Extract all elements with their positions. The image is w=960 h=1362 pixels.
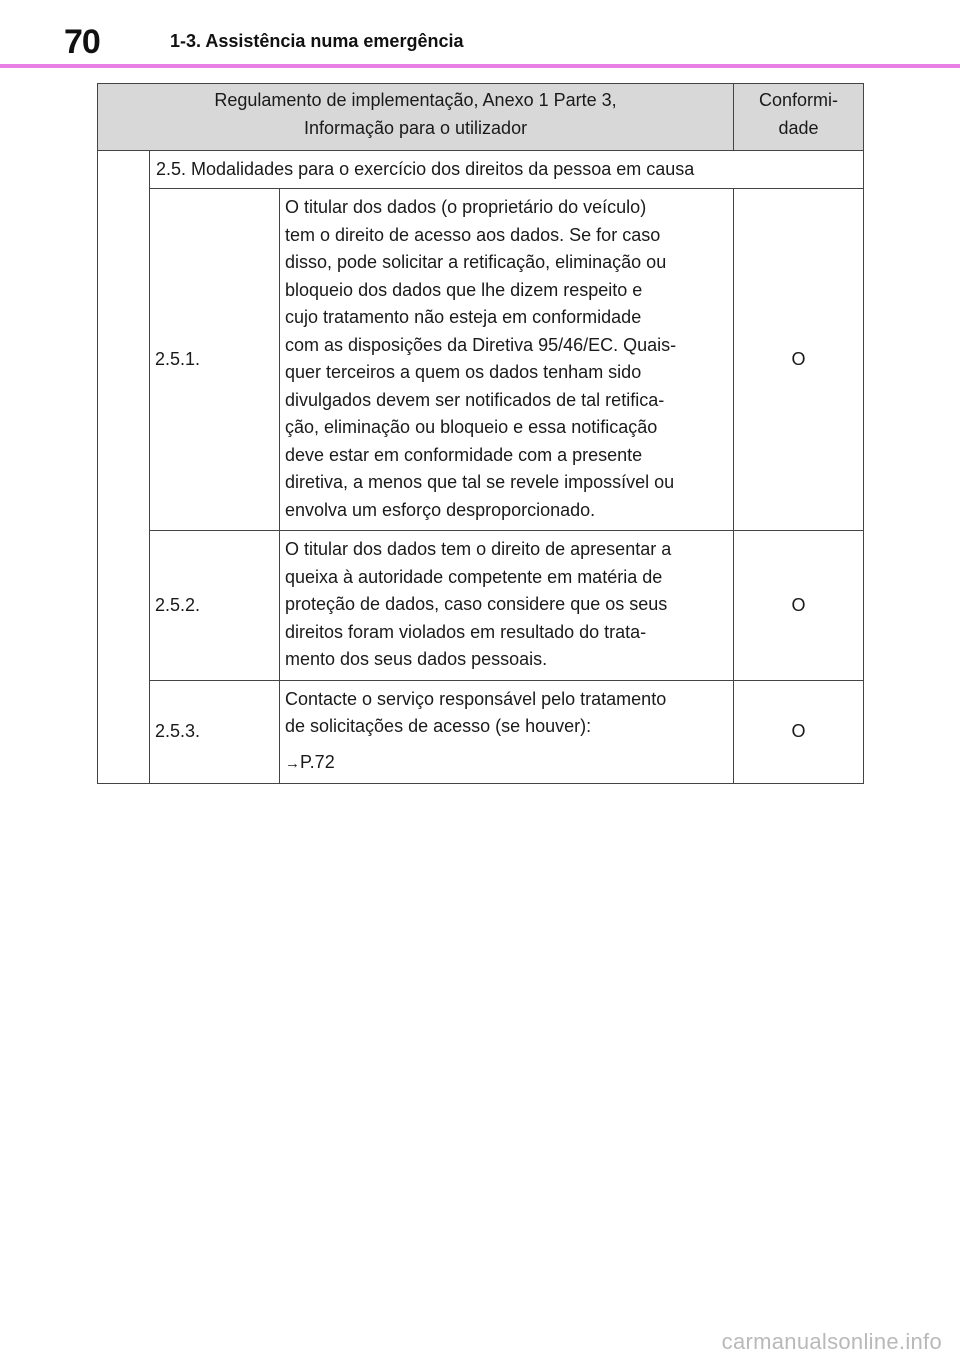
conformity-header-cell — [734, 84, 864, 151]
text-line: bloqueio dos dados que lhe dizem respeito e — [285, 279, 643, 300]
text-line: mento dos seus dados pessoais. — [285, 649, 548, 669]
page-reference[interactable] — [285, 749, 729, 778]
row-text — [280, 189, 734, 531]
watermark-text: carmanualsonline.info — [721, 1329, 942, 1354]
section-title: 1-3. Assistência numa emergência — [170, 31, 464, 51]
conformity-value: O — [734, 531, 864, 681]
page-number: 70 — [64, 23, 100, 61]
text-line: de solicitações de acesso (se houver): — [285, 716, 592, 736]
text-line: direitos foram violados em resultado do trata- — [285, 621, 647, 642]
indent-cell — [98, 151, 150, 784]
regulation-header-cell — [98, 84, 734, 151]
conformity-header-line2: dade — [778, 117, 819, 138]
regulation-table — [97, 83, 864, 784]
text-line: cujo tratamento não esteja em conformidade — [285, 307, 642, 327]
text-line: divulgados devem ser notificados de tal retifica- — [285, 389, 665, 410]
header-rule — [0, 64, 960, 68]
conformity-value: O — [734, 680, 864, 784]
subsection-heading: 2.5. Modalidades para o exercício dos direitos da pessoa em causa — [150, 151, 864, 189]
text-line: diretiva, a menos que tal se revele impossível ou — [285, 472, 675, 492]
text-line: queixa à autoridade competente em matéria de — [285, 566, 663, 587]
arrow-right-icon: → — [285, 754, 300, 772]
row-number: 2.5.3. — [150, 680, 280, 784]
conformity-value: O — [734, 189, 864, 531]
row-text — [280, 531, 734, 681]
text-line: ção, eliminação ou bloqueio e essa notificação — [285, 417, 658, 437]
table-row — [98, 189, 864, 531]
text-line: deve estar em conformidade com a presente — [285, 444, 643, 465]
text-line: O titular dos dados tem o direito de apresentar a — [285, 539, 672, 559]
table-header-row — [98, 84, 864, 151]
row-number: 2.5.2. — [150, 531, 280, 681]
row-text — [280, 680, 734, 784]
table-row — [98, 531, 864, 681]
page-reference-label: P.72 — [300, 751, 335, 772]
text-line: proteção de dados, caso considere que os seus — [285, 594, 668, 614]
text-line: Contacte o serviço responsável pelo tratamento — [285, 688, 667, 709]
regulation-header-line2: Informação para o utilizador — [303, 117, 528, 138]
text-line: envolva um esforço desproporcionado. — [285, 499, 596, 520]
text-line: O titular dos dados (o proprietário do veículo) — [285, 197, 647, 217]
row-number: 2.5.1. — [150, 189, 280, 531]
text-line: tem o direito de acesso aos dados. Se for caso — [285, 224, 661, 245]
table-row — [98, 680, 864, 784]
conformity-header-line1: Conformi- — [759, 90, 839, 110]
text-line: disso, pode solicitar a retificação, eliminação ou — [285, 252, 667, 272]
text-line: quer terceiros a quem os dados tenham sido — [285, 362, 642, 382]
text-line: com as disposições da Diretiva 95/46/EC. Quais- — [285, 334, 677, 355]
subsection-row — [98, 151, 864, 189]
regulation-header-line1: Regulamento de implementação, Anexo 1 Parte 3, — [214, 90, 617, 110]
